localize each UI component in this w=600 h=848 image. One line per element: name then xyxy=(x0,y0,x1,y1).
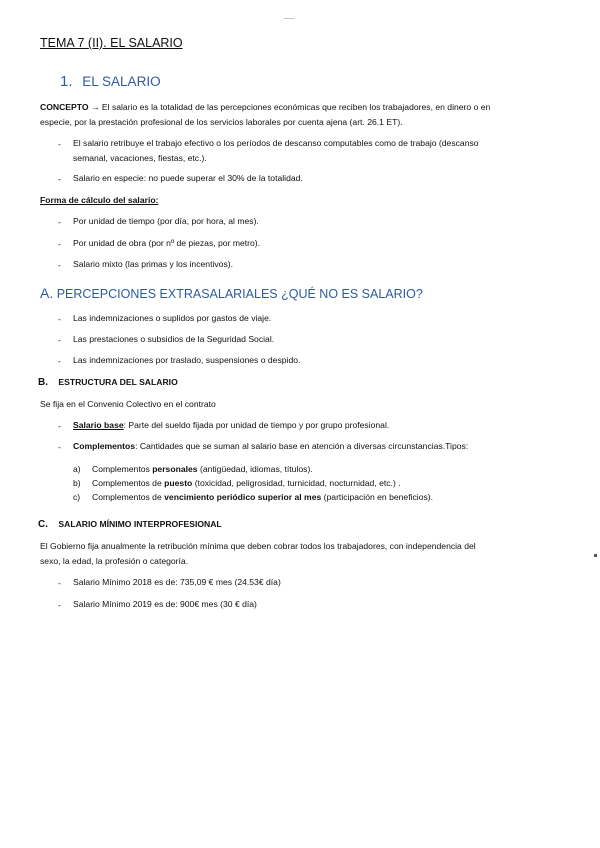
section-b-intro: Se fija en el Convenio Colectivo en el contrato xyxy=(40,399,216,409)
bullet-dash: - xyxy=(58,174,61,184)
section-1-title: EL SALARIO xyxy=(82,74,161,89)
bullet-dash: - xyxy=(58,578,61,588)
page-title: TEMA 7 (II). EL SALARIO xyxy=(40,36,183,50)
section-a-letter: A. xyxy=(40,285,54,301)
margin-mark xyxy=(594,554,597,557)
sub-item xyxy=(92,477,401,489)
forma-item: Por unidad de obra (por nº de piezas, por metro). xyxy=(73,238,261,248)
bullet-dash: - xyxy=(58,421,61,431)
section-c-paragraph-line-1: El Gobierno fija anualmente la retribución mínima que deben cobrar todos los trabajadores, con independencia del xyxy=(40,541,476,551)
complementos-line xyxy=(73,440,468,452)
bullet-dash: - xyxy=(58,314,61,324)
section-1-heading xyxy=(60,73,161,90)
smi-item: Salario Mínimo 2019 es de: 900€ mes (30 € día) xyxy=(73,599,257,609)
section-b-heading xyxy=(38,376,178,389)
section-b-title: ESTRUCTURA DEL SALARIO xyxy=(58,377,178,387)
sub-item-letter: a) xyxy=(73,464,81,474)
extrasalarial-item: Las indemnizaciones o suplidos por gastos de viaje. xyxy=(73,313,272,323)
bullet-dash: - xyxy=(58,260,61,270)
salario-base-line xyxy=(73,419,389,431)
arrow-icon: → xyxy=(90,102,100,112)
sub-item-pre: Complementos de xyxy=(92,478,165,488)
s1-bullet-2: Salario en especie: no puede superar el 30% de la totalidad. xyxy=(73,173,303,183)
salario-base-text: : Parte del sueldo fijada por unidad de tiempo y por grupo profesional. xyxy=(123,420,390,430)
sub-item-post: (antigüedad, idiomas, títulos). xyxy=(197,464,313,474)
concepto-line-2: especie, por la prestación profesional de los servicios laborales por cuenta ajena (art. 26.1 ET). xyxy=(40,117,403,127)
complementos-text: : Cantidades que se suman al salario base en atención a diversas circunstancias.Tipos: xyxy=(135,441,469,451)
bullet-dash: - xyxy=(58,335,61,345)
s1-bullet-1-line-2: semanal, vacaciones, fiestas, etc.). xyxy=(73,153,207,163)
section-b-letter: B. xyxy=(38,377,48,388)
smi-item: Salario Mínimo 2018 es de: 735,09 € mes (24.53€ día) xyxy=(73,577,281,587)
header-mark: ----- xyxy=(284,16,294,22)
section-c-paragraph-line-2: sexo, la edad, la profesión o categoría. xyxy=(40,556,189,566)
bullet-dash: - xyxy=(58,239,61,249)
section-c-title: SALARIO MÍNIMO INTERPROFESIONAL xyxy=(58,519,222,529)
section-a-title: PERCEPCIONES EXTRASALARIALES ¿QUÉ NO ES SALARIO? xyxy=(56,287,423,301)
sub-item-letter: b) xyxy=(73,478,81,488)
sub-item-bold: puesto xyxy=(164,478,193,488)
forma-item: Por unidad de tiempo (por día, por hora, al mes). xyxy=(73,216,259,226)
section-c-letter: C. xyxy=(38,519,48,530)
bullet-dash: - xyxy=(58,217,61,227)
sub-item xyxy=(92,491,433,503)
sub-item-pre: Complementos xyxy=(92,464,153,474)
sub-item-bold: vencimiento periódico superior al mes xyxy=(164,492,322,502)
bullet-dash: - xyxy=(58,139,61,149)
concepto-line-1 xyxy=(40,101,490,113)
extrasalarial-item: Las prestaciones o subsidios de la Seguridad Social. xyxy=(73,334,275,344)
sub-item-post: (toxicidad, peligrosidad, turnicidad, nocturnidad, etc.) . xyxy=(192,478,401,488)
forma-title: Forma de cálculo del salario: xyxy=(40,195,159,205)
bullet-dash: - xyxy=(58,442,61,452)
s1-bullet-1-line-1: El salario retribuye el trabajo efectivo o los períodos de descanso computables como de trabajo (descanso xyxy=(73,138,479,148)
bullet-dash: - xyxy=(58,600,61,610)
salario-base-label: Salario base xyxy=(73,420,124,430)
extrasalarial-item: Las indemnizaciones por traslado, suspensiones o despido. xyxy=(73,355,301,365)
sub-item-letter: c) xyxy=(73,492,81,502)
section-c-heading xyxy=(38,518,222,531)
sub-item-post: (participación en beneficios). xyxy=(321,492,434,502)
concepto-label: CONCEPTO xyxy=(40,102,89,112)
sub-item-pre: Complementos de xyxy=(92,492,165,502)
section-1-number: 1. xyxy=(60,73,73,90)
bullet-dash: - xyxy=(58,356,61,366)
section-a-heading xyxy=(40,285,423,301)
concepto-text-1: El salario es la totalidad de las percepciones económicas que reciben los trabajadores, en dinero o en xyxy=(99,102,491,112)
sub-item-bold: personales xyxy=(152,464,198,474)
complementos-label: Complementos xyxy=(73,441,136,451)
sub-item xyxy=(92,463,313,475)
forma-item: Salario mixto (las primas y los incentivos). xyxy=(73,259,233,269)
